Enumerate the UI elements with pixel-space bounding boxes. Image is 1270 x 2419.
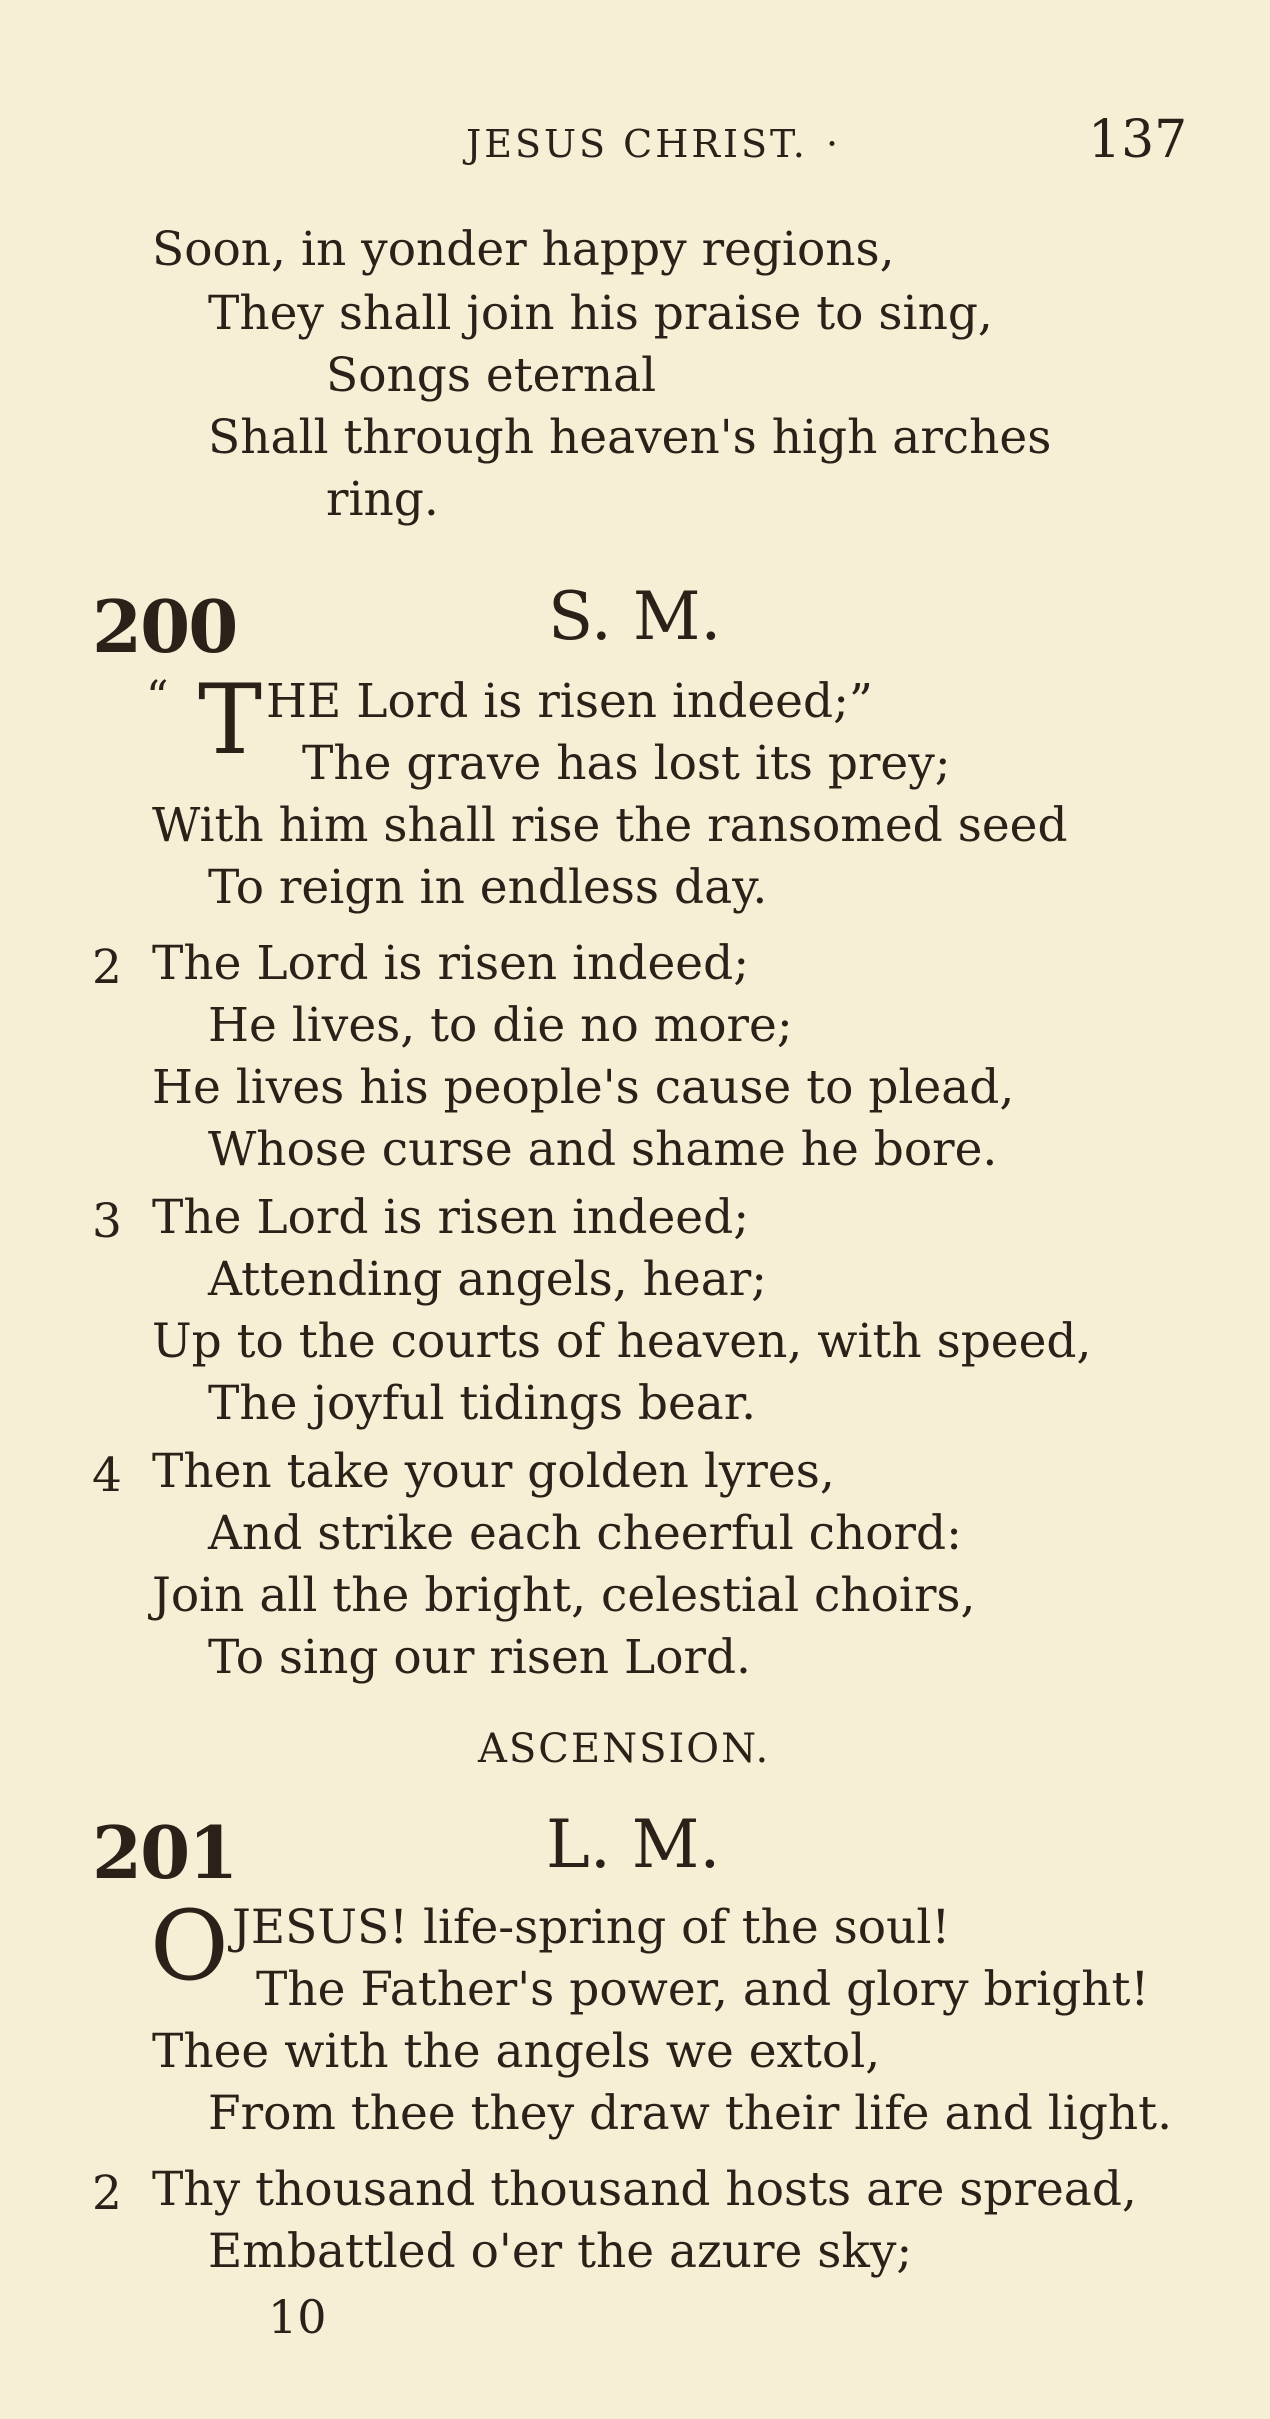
stanza-number: 4 (92, 1448, 122, 1503)
verse-line: Thy thousand thousand hosts are spread, (152, 2162, 1137, 2217)
drop-cap: T (198, 664, 263, 776)
verse-line: The Lord is risen indeed; (152, 1190, 750, 1245)
verse-line: From thee they draw their life and light. (208, 2086, 1173, 2141)
continuation-line: They shall join his praise to sing, (208, 286, 993, 341)
running-header-separator: · (826, 122, 842, 166)
page-number: 137 (1088, 110, 1188, 170)
signature-mark: 10 (268, 2290, 327, 2344)
verse-line: The joyful tidings bear. (208, 1376, 757, 1431)
running-header-title: JESUS CHRIST. (466, 122, 808, 166)
verse-line: Then take your golden lyres, (152, 1444, 835, 1499)
verse-line: Thee with the angels we extol, (152, 2024, 881, 2079)
hymn-number: 201 (92, 1810, 237, 1895)
continuation-line: ring. (326, 472, 439, 527)
stanza-number: 3 (92, 1194, 122, 1249)
stanza-number: 2 (92, 2166, 122, 2221)
verse-line: The Father's power, and glory bright! (256, 1962, 1150, 2017)
continuation-line: Soon, in yonder happy regions, (152, 222, 895, 277)
verse-line: Join all the bright, celestial choirs, (152, 1568, 976, 1623)
verse-line: With him shall rise the ransomed seed (152, 798, 1068, 853)
drop-cap: O (150, 1890, 229, 2002)
verse-line: HE Lord is risen indeed;” (266, 674, 873, 729)
opening-quote-mark: “ (146, 672, 169, 723)
verse-line: He lives his people's cause to plead, (152, 1060, 1015, 1115)
continuation-line: Songs eternal (326, 348, 657, 403)
stanza-number: 2 (92, 940, 122, 995)
verse-line: The Lord is risen indeed; (152, 936, 750, 991)
verse-line: He lives, to die no more; (208, 998, 793, 1053)
verse-line: And strike each cheerful chord: (208, 1506, 962, 1561)
hymn-meter: L. M. (546, 1806, 721, 1883)
verse-line: Up to the courts of heaven, with speed, (152, 1314, 1092, 1369)
continuation-line: Shall through heaven's high arches (208, 410, 1052, 465)
verse-line: Embattled o'er the azure sky; (208, 2224, 913, 2279)
verse-line: To sing our risen Lord. (208, 1630, 752, 1685)
section-heading: ASCENSION. (478, 1726, 771, 1772)
verse-line: The grave has lost its prey; (302, 736, 951, 791)
hymn-meter: S. M. (548, 578, 722, 655)
verse-line: JESUS! life-spring of the soul! (232, 1900, 951, 1955)
verse-line: To reign in endless day. (208, 860, 768, 915)
verse-line: Attending angels, hear; (208, 1252, 768, 1307)
verse-line: Whose curse and shame he bore. (208, 1122, 998, 1177)
hymn-number: 200 (92, 584, 237, 669)
